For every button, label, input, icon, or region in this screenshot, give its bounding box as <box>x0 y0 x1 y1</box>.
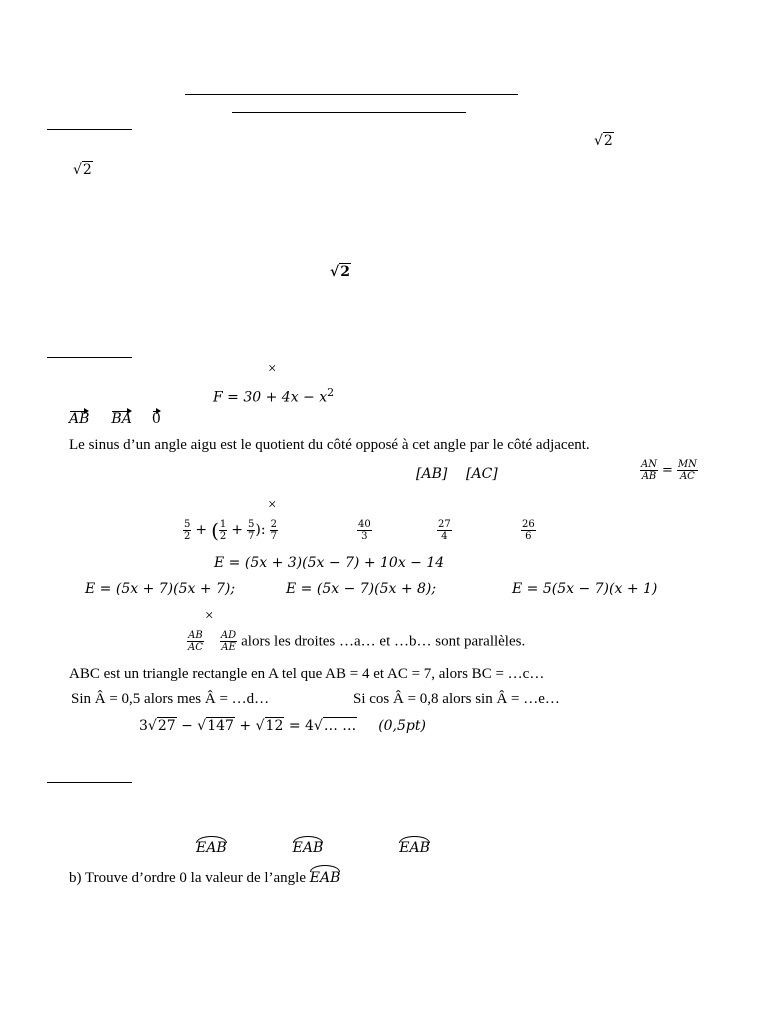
section-3-heading-underline <box>47 782 132 783</box>
F-expression: $F = 30 + 4x - x^2$ <box>213 386 335 406</box>
sqrt-two-left: √2 <box>73 162 92 178</box>
choice-fraction-1: $\frac{40}{3}$ <box>358 519 371 542</box>
vector-row <box>69 410 161 428</box>
vector-ba: BA <box>111 411 132 427</box>
section-2-heading-underline <box>47 357 132 358</box>
sqrt-two-top-right: √2 <box>594 133 613 149</box>
choice-fraction-3: $\frac{26}{6}$ <box>522 519 535 542</box>
choice-fraction-2: $\frac{27}{4}$ <box>438 519 451 542</box>
sqrt-two-bold: √2 <box>330 264 350 280</box>
vector-ab: AB <box>69 411 90 427</box>
points-label: (0,5pt) <box>378 718 426 734</box>
fraction-calculation: $\frac{5}{2}$ + ( $\frac{1}{2}$ + $\frac{5}{7}$ ): $\frac{2}{7}$ <box>184 518 277 543</box>
ratio-an-ab-mn-ac: $\frac{AN}{AB}$ = $\frac{MN}{AC}$ <box>641 459 697 482</box>
angle-eab-1: EAB <box>196 840 227 856</box>
title-underline <box>185 94 518 95</box>
times-symbol-1: × <box>268 361 277 377</box>
cos-question: Si cos Â = 0,8 alors sin Â = …e… <box>353 691 560 707</box>
section-1-heading-underline <box>47 129 132 130</box>
sinus-definition: Le sinus d’un angle aigu est le quotient du côté opposé à cet angle par le côté adjacent. <box>69 437 590 453</box>
angle-eab-4: EAB <box>309 870 341 886</box>
E-choice-3: E = 5(5x − 7)(x + 1) <box>512 581 658 597</box>
thales-line: $\frac{AB}{AC}$ $\frac{AD}{AE}$ alors les droites …a… et …b… sont parallèles. <box>188 630 526 653</box>
angle-eab-3: EAB <box>399 840 430 856</box>
segment-ac: [AC] <box>466 466 498 482</box>
vector-zero: 0 <box>151 411 161 427</box>
E-expression: E = (5x + 3)(5x − 7) + 10x − 14 <box>214 555 445 571</box>
times-symbol-2: × <box>268 497 277 513</box>
sin-question: Sin Â = 0,5 alors mes Â = …d… <box>71 691 270 707</box>
E-choice-2: E = (5x − 7)(5x + 8); <box>286 581 437 597</box>
segment-ab: [AB] <box>416 466 448 482</box>
pythagore-question: ABC est un triangle rectangle en A tel que AB = 4 et AC = 7, alors BC = …c… <box>69 666 545 682</box>
subtitle-underline <box>232 112 466 113</box>
question-b: b) Trouve d’ordre 0 la valeur de l’angle EAB <box>69 870 341 886</box>
E-choice-1: E = (5x + 7)(5x + 7); <box>85 581 236 597</box>
times-symbol-3: × <box>205 608 214 624</box>
angle-eab-2: EAB <box>292 840 324 856</box>
radical-expression: 3√27 − √147 + √12 = 4√… … (0,5pt) <box>139 718 426 734</box>
